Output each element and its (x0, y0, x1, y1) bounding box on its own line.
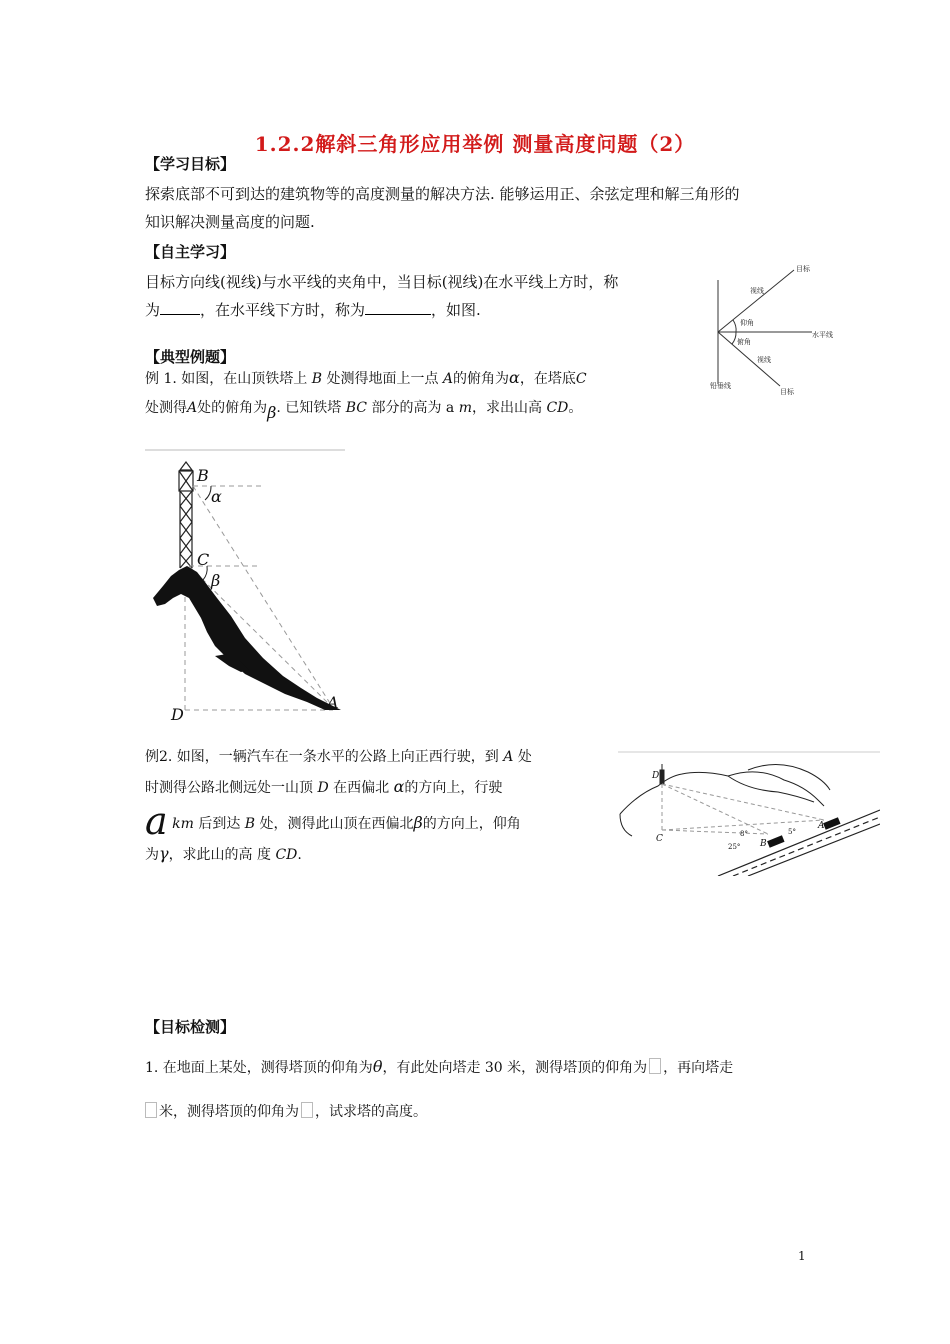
check-line-1: 1. 在地面上某处，测得塔顶的仰角为θ，有此处向塔走 30 米，测得塔顶的仰角为 ，再向塔走 (145, 1057, 734, 1076)
fig1-label-B: B (197, 466, 209, 485)
fig2-angle-8: 8° (740, 830, 748, 838)
example-2-line-1: 例2. 如图，一辆汽车在一条水平的公路上向正西行驶，到 A 处 (145, 749, 532, 765)
tower-mountain-figure (145, 448, 355, 728)
example-2-line-2: 时测得公路北侧远处一山顶 D 在西偏北 α的方向上，行驶 (145, 777, 503, 796)
depression-arc (732, 332, 736, 344)
goals-line-2: 知识解决测量高度的问题. (145, 213, 315, 231)
upper-sight-line (718, 270, 794, 332)
road-mountain-figure (618, 750, 880, 876)
example-2-line-4: 为γ，求此山的高 度 CD. (145, 844, 302, 863)
self-study-line-2: 为 ，在水平线下方时，称为 ，如图. (145, 296, 695, 324)
depression-blank (365, 298, 431, 315)
missing-formula-3 (301, 1102, 313, 1118)
car-b (767, 835, 784, 847)
fig-depression: 俯角 (737, 338, 751, 346)
iron-tower (179, 462, 193, 568)
self-study-line-1: 目标方向线(视线)与水平线的夹角中，当目标(视线)在水平线上方时，称 (145, 273, 619, 291)
fig1-label-C: C (197, 550, 210, 569)
missing-formula-2 (145, 1102, 157, 1118)
fig2-angle-5: 5° (788, 828, 796, 836)
fig2-label-A: A (818, 821, 825, 831)
check-line-2: 米，测得塔顶的仰角为 ，试求塔的高度。 (145, 1090, 815, 1134)
example-1-line-2: 处测得A处的俯角为β. 已知铁塔 BC 部分的高为 a m，求出山高 CD。 (145, 400, 583, 422)
fig-target-bottom: 目标 (780, 388, 794, 396)
fig-horizontal: 水平线 (812, 331, 833, 339)
elevation-depression-figure (700, 258, 850, 400)
fig2-label-D: D (652, 771, 660, 781)
fig2-label-C: C (656, 834, 663, 844)
page-title: 1.2.2解斜三角形应用举例 测量高度问题（2） (254, 132, 696, 156)
page-number: 1 (798, 1249, 806, 1263)
fig1-label-D: D (171, 705, 184, 724)
fig-target-top: 目标 (796, 265, 810, 273)
fig-sight-top: 视线 (750, 287, 764, 295)
fig2-angle-25: 25° (728, 843, 741, 851)
fig2-label-B: B (760, 839, 767, 849)
goals-line-1: 探索底部不可到达的建筑物等的高度测量的解决方法. 能够运用正、余弦定理和解三角形的 (145, 185, 740, 203)
fig-elevation: 仰角 (740, 319, 754, 327)
example-2-text (145, 743, 605, 870)
fig1-label-alpha: α (211, 487, 222, 506)
goals-heading: 【学习目标】 (145, 155, 236, 173)
goals-text (145, 180, 825, 236)
example-1-text (145, 364, 705, 422)
elevation-arc (733, 320, 736, 332)
example-1-line-1: 例 1. 如图，在山顶铁塔上 B 处测得地面上一点 A的俯角为α，在塔底C (145, 368, 587, 387)
measure-lines (662, 784, 824, 834)
car-a (823, 817, 840, 829)
examples-heading: 【典型例题】 (145, 348, 236, 366)
elevation-blank (160, 298, 200, 315)
peak-tower (660, 764, 664, 784)
check-text (145, 1045, 815, 1134)
missing-formula-1 (649, 1058, 661, 1074)
fig1-label-beta: β (211, 571, 221, 590)
fig-plumb: 铅垂线 (710, 382, 731, 390)
road (718, 810, 880, 876)
check-heading: 【目标检测】 (145, 1018, 236, 1036)
self-study-heading: 【自主学习】 (145, 243, 236, 261)
fig-sight-bottom: 视线 (757, 356, 771, 364)
self-study-text (145, 268, 695, 324)
fig1-label-A: A (327, 693, 339, 712)
example-2-line-3: a km 后到达 B 处，测得此山顶在西偏北β的方向上，仰角 (145, 799, 521, 843)
